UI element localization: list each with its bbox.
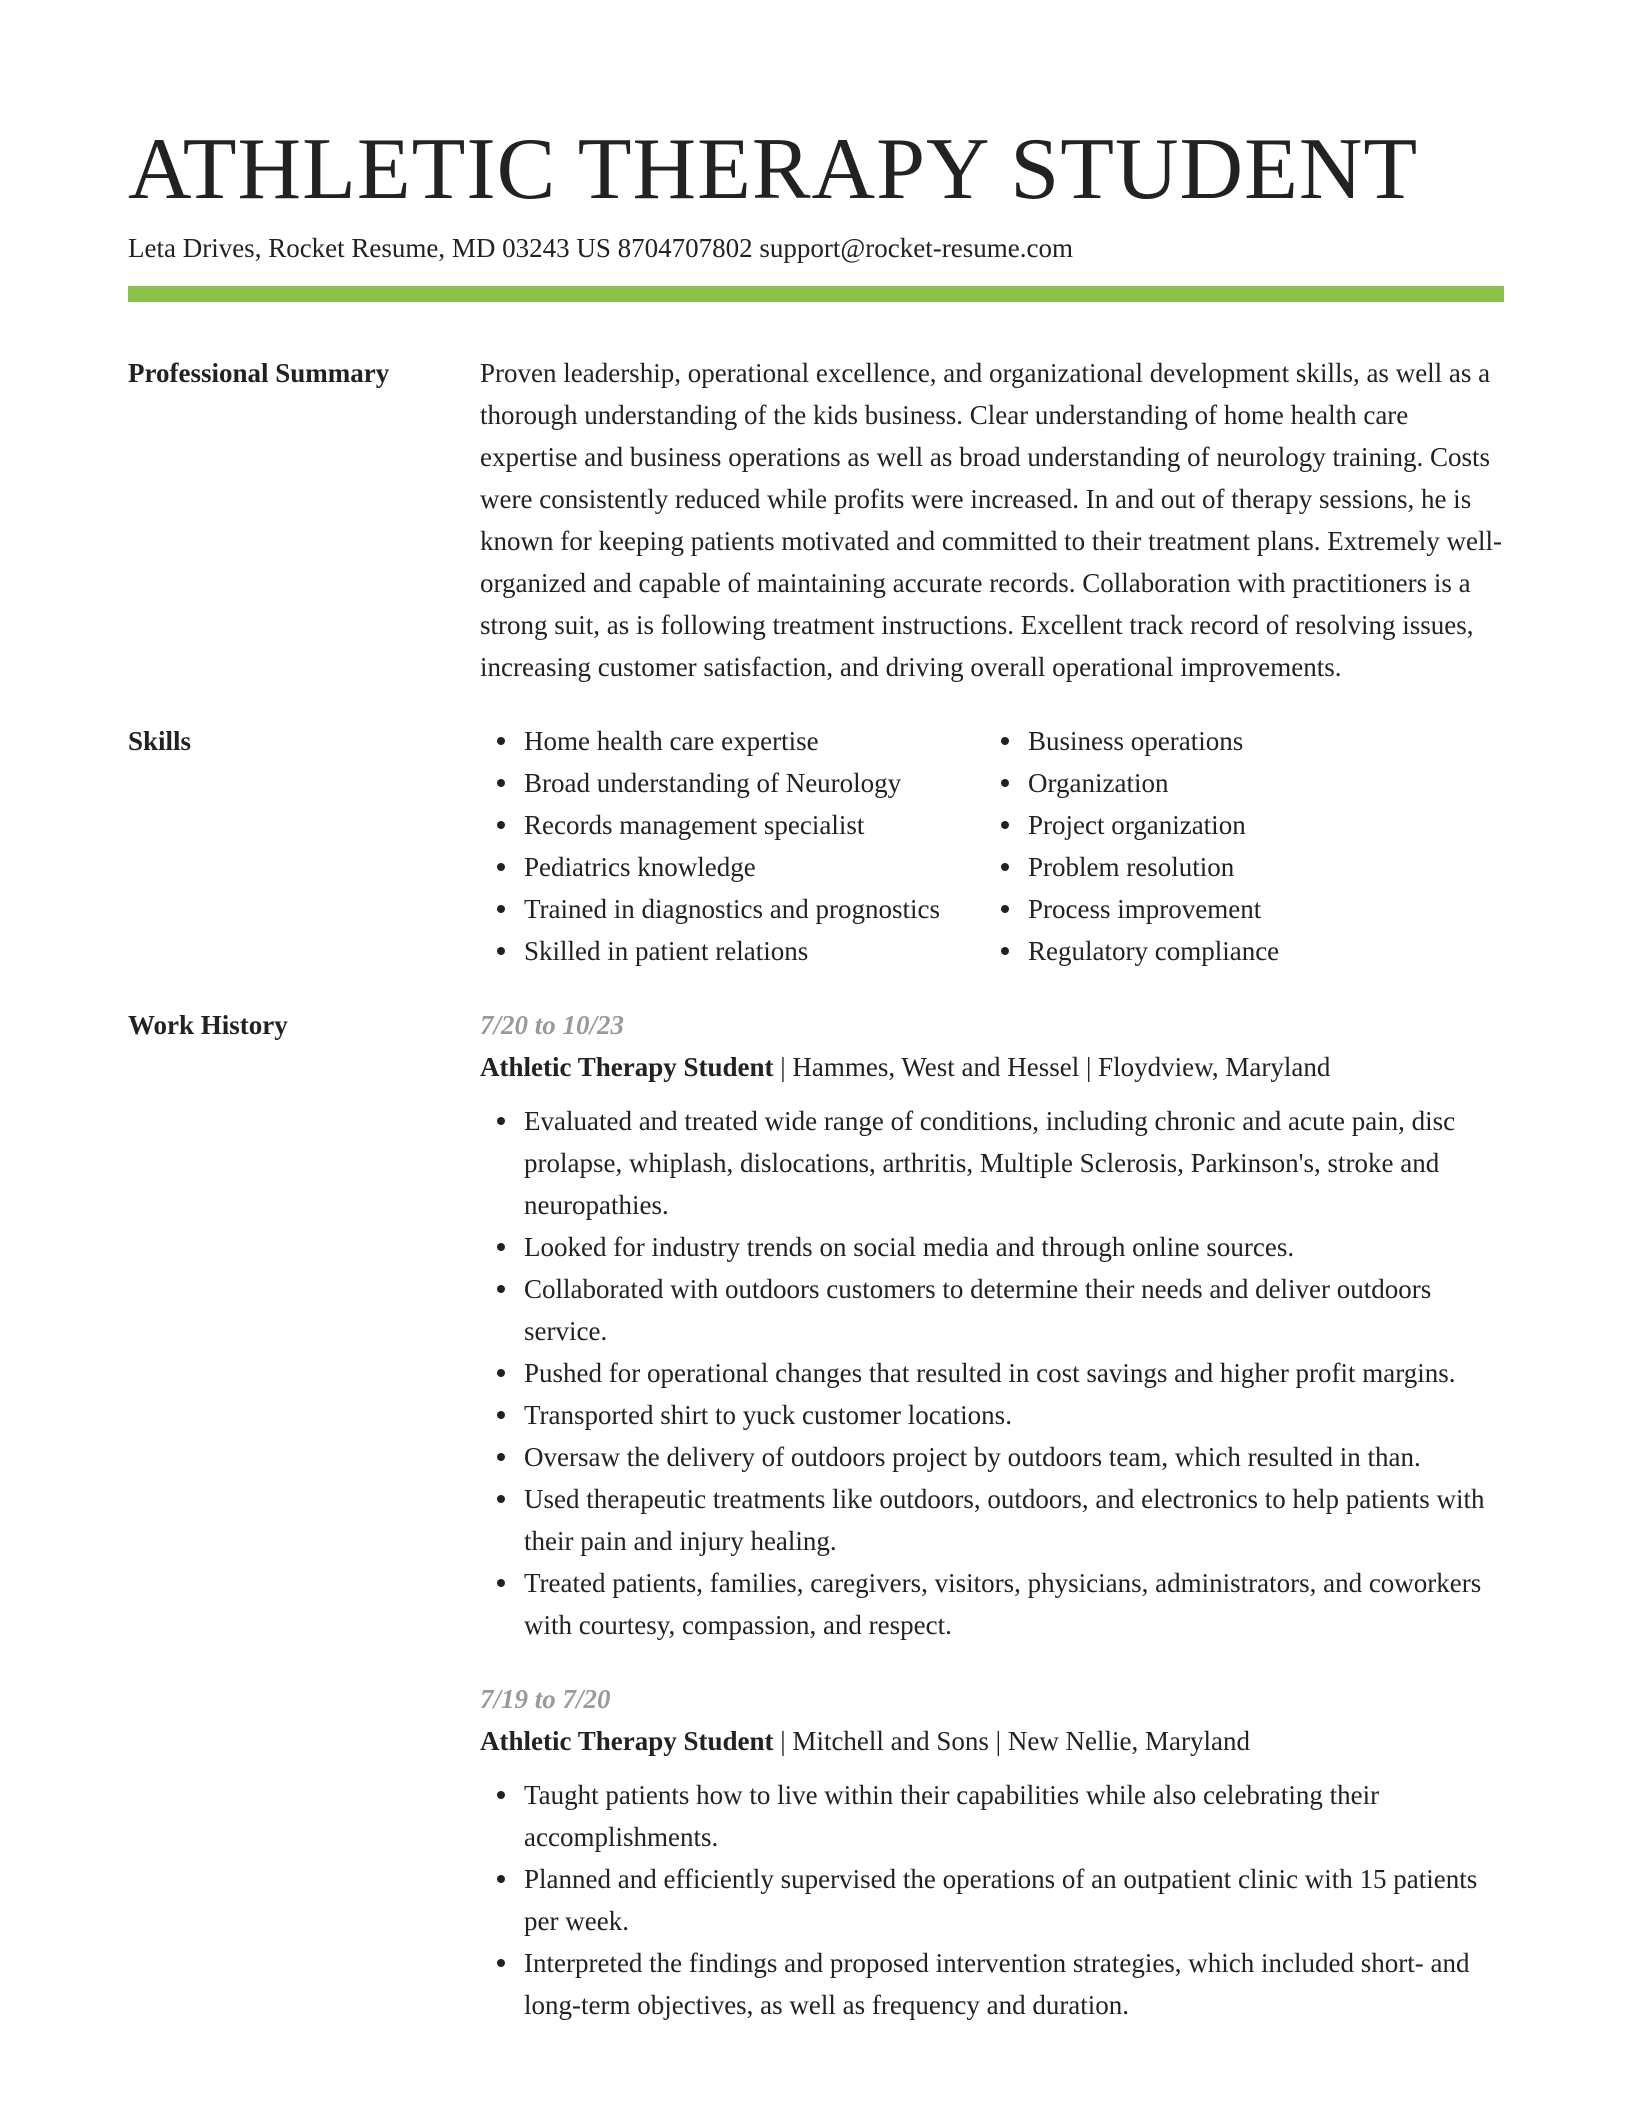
skill-item: Skilled in patient relations bbox=[524, 930, 984, 972]
job-bullet: Used therapeutic treatments like outdoors, outdoors, and electronics to help patients with their pain and injury healing. bbox=[524, 1478, 1504, 1562]
job-bullet: Evaluated and treated wide range of conditions, including chronic and acute pain, disc prolapse, whiplash, dislocations, arthritis, Multiple Sclerosis, Parkinson's, stroke and neuropathies. bbox=[524, 1100, 1504, 1226]
skill-item: Regulatory compliance bbox=[1028, 930, 1488, 972]
job-heading bbox=[480, 1720, 1504, 1762]
skill-item: Pediatrics knowledge bbox=[524, 846, 984, 888]
skills-section bbox=[128, 720, 1504, 972]
job-bullet: Collaborated with outdoors customers to determine their needs and deliver outdoors service. bbox=[524, 1268, 1504, 1352]
skill-item: Organization bbox=[1028, 762, 1488, 804]
job-bullets bbox=[480, 1774, 1504, 2026]
work-history-heading: Work History bbox=[128, 1010, 288, 1040]
skills-heading: Skills bbox=[128, 726, 192, 756]
job-bullet: Oversaw the delivery of outdoors project by outdoors team, which resulted in than. bbox=[524, 1436, 1504, 1478]
job-entry bbox=[480, 1678, 1504, 2026]
skill-item: Business operations bbox=[1028, 720, 1488, 762]
job-dates: 7/20 to 10/23 bbox=[480, 1010, 625, 1040]
skill-item: Home health care expertise bbox=[524, 720, 984, 762]
job-bullet: Taught patients how to live within their capabilities while also celebrating their accomplishments. bbox=[524, 1774, 1504, 1858]
job-title: Athletic Therapy Student bbox=[480, 1052, 774, 1082]
skill-item: Trained in diagnostics and prognostics bbox=[524, 888, 984, 930]
job-bullet: Looked for industry trends on social media and through online sources. bbox=[524, 1226, 1504, 1268]
job-bullet: Treated patients, families, caregivers, visitors, physicians, administrators, and coworkers with courtesy, compassion, and respect. bbox=[524, 1562, 1504, 1646]
summary-heading: Professional Summary bbox=[128, 358, 390, 388]
skill-item: Process improvement bbox=[1028, 888, 1488, 930]
resume-title: ATHLETIC THERAPY STUDENT bbox=[128, 121, 1419, 218]
work-history-body bbox=[480, 1004, 1504, 2026]
job-bullet: Interpreted the findings and proposed intervention strategies, which included short- and long-term objectives, as well as frequency and duration. bbox=[524, 1942, 1504, 2026]
summary-section bbox=[128, 352, 1504, 688]
job-bullets bbox=[480, 1100, 1504, 1646]
job-bullet: Planned and efficiently supervised the operations of an outpatient clinic with 15 patients per week. bbox=[524, 1858, 1504, 1942]
skill-item: Broad understanding of Neurology bbox=[524, 762, 984, 804]
summary-text: Proven leadership, operational excellence, and organizational development skills, as well as a thorough understanding of the kids business. Clear understanding of home health care expertise and business operations as well as broad understanding of neurology training. Costs were consistently reduced while profits were increased. In and out of therapy sessions, he is known for keeping patients motivated and committed to their treatment plans. Extremely well-organized and capable of maintaining accurate records. Collaboration with practitioners is a strong suit, as is following treatment instructions. Excellent track record of resolving issues, increasing customer satisfaction, and driving overall operational improvements. bbox=[480, 358, 1502, 682]
skills-list-right bbox=[984, 720, 1488, 972]
skill-item: Problem resolution bbox=[1028, 846, 1488, 888]
job-bullet: Transported shirt to yuck customer locations. bbox=[524, 1394, 1504, 1436]
job-bullet: Pushed for operational changes that resulted in cost savings and higher profit margins. bbox=[524, 1352, 1504, 1394]
skills-list-left bbox=[480, 720, 984, 972]
job-title: Athletic Therapy Student bbox=[480, 1726, 774, 1756]
job-entry bbox=[480, 1004, 1504, 1646]
contact-line: Leta Drives, Rocket Resume, MD 03243 US 8704707802 support@rocket-resume.com bbox=[128, 233, 1073, 263]
resume-page bbox=[128, 0, 1504, 2026]
skill-item: Records management specialist bbox=[524, 804, 984, 846]
skill-item: Project organization bbox=[1028, 804, 1488, 846]
job-heading bbox=[480, 1046, 1504, 1088]
header-divider bbox=[128, 286, 1504, 302]
skills-columns bbox=[480, 720, 1504, 972]
job-dates: 7/19 to 7/20 bbox=[480, 1684, 611, 1714]
job-employer-location: | Mitchell and Sons | New Nellie, Maryland bbox=[773, 1726, 1250, 1756]
work-history-section bbox=[128, 1004, 1504, 2026]
job-employer-location: | Hammes, West and Hessel | Floydview, Maryland bbox=[773, 1052, 1331, 1082]
